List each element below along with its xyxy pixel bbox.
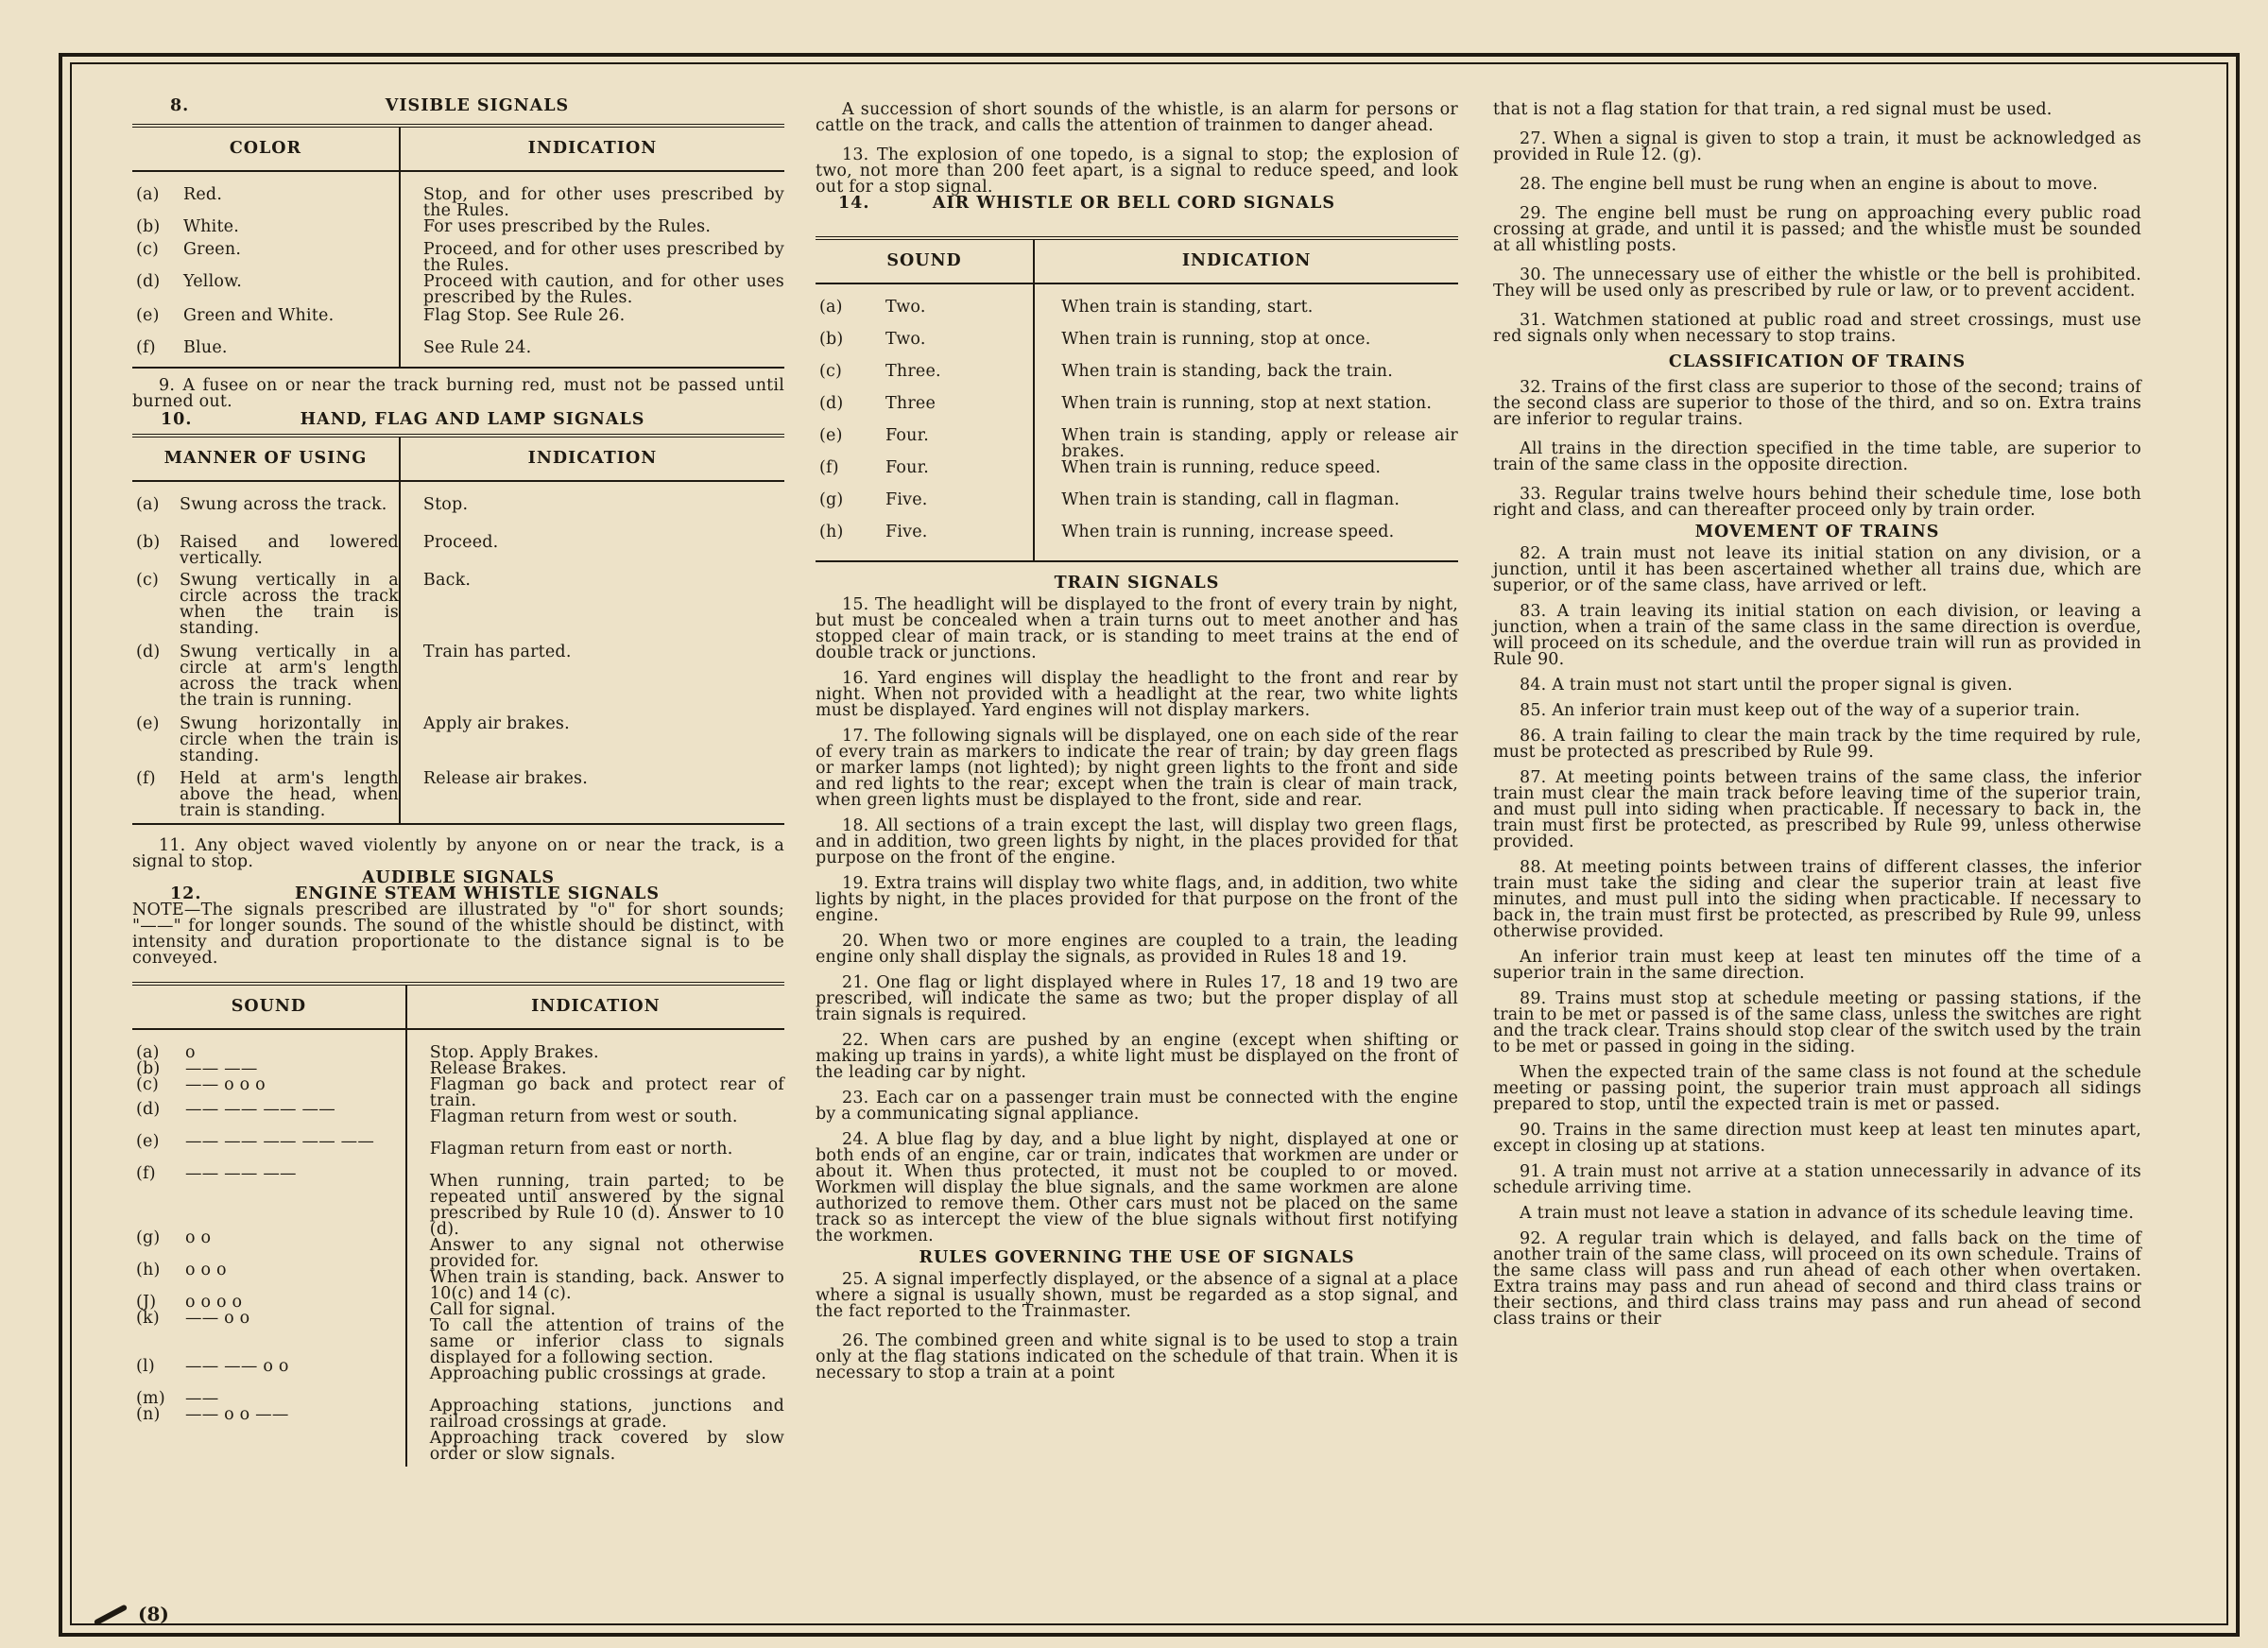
sound-list bbox=[132, 1030, 405, 1443]
table-row-left bbox=[819, 460, 1033, 492]
table-row-left bbox=[136, 497, 399, 535]
table-row-left bbox=[136, 771, 399, 819]
row-indication: Apply air brakes. bbox=[422, 714, 570, 733]
whistle-note: NOTE—The signals prescribed are illustrated by "o" for short sounds; "——" for longer sounds. The sound of the whistle should be distinct, with intensity and duration proportionate to the distance signal is to be conveyed. bbox=[132, 901, 784, 968]
row-key: (h) bbox=[819, 523, 844, 541]
rule-83: 83. A train leaving its initial station on each division, or leaving a junction, when a train of the same class in the same direction is overdue, will proceed on its schedule, and the overdue train will run as provided in Rule 90. bbox=[1493, 602, 2141, 669]
row-indication: Release air brakes. bbox=[422, 769, 588, 788]
row-value: —— o o bbox=[185, 1309, 250, 1328]
row-indication: When train is running, increase speed. bbox=[1061, 523, 1395, 541]
rule-number: 8. bbox=[170, 96, 190, 115]
rule-26: 26. The combined green and white signal is to be used to stop a train only at the flag stations indicated on the schedule of that train. When it is necessary to stop a train at a point bbox=[816, 1331, 1458, 1382]
row-key: (b) bbox=[819, 330, 844, 349]
rule-91-b: A train must not leave a station in advance of its schedule leaving time. bbox=[1520, 1204, 2135, 1223]
row-key: (a) bbox=[136, 1043, 160, 1062]
table-row-left bbox=[819, 492, 1033, 524]
row-value: o o o bbox=[185, 1261, 227, 1279]
row-key: (c) bbox=[136, 571, 160, 590]
column-header-sound: SOUND bbox=[816, 238, 1034, 283]
indication-list bbox=[401, 482, 784, 813]
row-key: (e) bbox=[136, 714, 160, 733]
row-indication: When train is standing, call in flagman. bbox=[1061, 490, 1400, 509]
row-indication: Flagman return from west or south. bbox=[429, 1107, 738, 1126]
column-header-indication: INDICATION bbox=[406, 984, 784, 1029]
rule-16: 16. Yard engines will display the headlight to the front and rear by night. When not provided with a headlight at the rear, two white lights must be displayed. Yard engines will not display markers. bbox=[816, 669, 1458, 720]
column-header-manner: MANNER OF USING bbox=[132, 436, 400, 481]
row-value: Four. bbox=[885, 426, 929, 445]
rule-27: 27. When a signal is given to stop a train, it must be acknowledged as provided in Rule 12. (g). bbox=[1493, 129, 2141, 164]
table-row-left bbox=[136, 1134, 405, 1166]
rule-9: 9. A fusee on or near the track burning red, must not be passed until burned out. bbox=[132, 376, 784, 411]
row-key: (n) bbox=[136, 1405, 161, 1424]
rule-13: 13. The explosion of one topedo, is a signal to stop; the explosion of two, not more than 200 feet apart, is a signal to reduce speed, and look out for a stop signal. bbox=[816, 146, 1458, 197]
row-value: Green and White. bbox=[183, 306, 335, 325]
table-row-left bbox=[819, 364, 1033, 396]
table-row-left bbox=[136, 1230, 405, 1262]
row-value: o o bbox=[185, 1228, 212, 1247]
row-value: Three bbox=[885, 394, 936, 413]
table-row-left bbox=[136, 1295, 405, 1311]
row-indication: Stop. bbox=[422, 495, 469, 514]
rule-22: 22. When cars are pushed by an engine (except when shifting or making up trains in yards), a white light must be displayed on the front of the leading car by night. bbox=[816, 1031, 1458, 1082]
rule-88: 88. At meeting points between trains of different classes, the inferior train must take the siding and clear the superior train at least five minutes, and must pull into the siding when practicable. If necessary to back in, the train must first be protected, as prescribed by Rule 99, unless otherwise provided. bbox=[1493, 858, 2141, 941]
rule-89-b: When the expected train of the same class is not found at the schedule meeting or passing point, the superior train must approach all sidings prepared to stop, until the expected train is met or passed. bbox=[1493, 1063, 2141, 1114]
row-key: (f) bbox=[136, 1164, 156, 1183]
column-header-color: COLOR bbox=[132, 126, 400, 171]
table-row-left bbox=[136, 1166, 405, 1230]
column-header-indication: INDICATION bbox=[400, 436, 784, 481]
alarm-paragraph: A succession of short sounds of the whistle, is an alarm for persons or cattle on the track, and calls the attention of trainmen to danger ahead. bbox=[816, 100, 1458, 135]
table-row-left bbox=[136, 716, 399, 771]
row-value: Two. bbox=[885, 330, 926, 349]
row-key: (e) bbox=[819, 426, 843, 445]
row-key: (f) bbox=[136, 338, 156, 357]
hand-signals-heading bbox=[132, 412, 784, 428]
row-key: (e) bbox=[136, 1132, 160, 1151]
rule-86: 86. A train failing to clear the main track by the time required by rule, must be protected as prescribed by Rule 99. bbox=[1493, 727, 2141, 762]
row-value: Blue. bbox=[183, 338, 228, 357]
rule-25: 25. A signal imperfectly displayed, or the absence of a signal at a place where a signal is usually shown, must be regarded as a stop signal, and the fact reported to the Trainmaster. bbox=[816, 1270, 1458, 1321]
row-value: Two. bbox=[885, 298, 926, 317]
row-key: (a) bbox=[136, 185, 160, 204]
row-key: (g) bbox=[136, 1228, 161, 1247]
rule-32-b: All trains in the direction specified in the time table, are superior to train of the same class in the opposite direction. bbox=[1493, 439, 2141, 474]
table-row-left bbox=[819, 524, 1033, 557]
table-row-left bbox=[819, 396, 1033, 428]
table-row-left bbox=[136, 219, 399, 242]
rule-24: 24. A blue flag by day, and a blue light by night, displayed at one or both ends of an engine, car or train, indicates that workmen are under or about it. When thus protected, it must not be coupled to or moved. Workmen will display the blue signals, and the same workmen are alone authorized to remove them. Other cars must not be placed on the same track so as intercept the view of the blue signals without first notifying the workmen. bbox=[816, 1130, 1458, 1245]
row-value: —— —— bbox=[185, 1059, 258, 1078]
table-row-left bbox=[819, 300, 1033, 332]
table-row-left bbox=[136, 1045, 405, 1061]
rule-number: 10. bbox=[161, 410, 193, 429]
row-indication: Approaching stations, junctions and railroad crossings at grade. bbox=[429, 1397, 784, 1432]
rule-91: 91. A train must not arrive at a station unnecessarily in advance of its schedule arriving time. bbox=[1493, 1162, 2141, 1197]
row-indication: When train is standing, apply or release air brakes. bbox=[1061, 426, 1458, 461]
row-value: —— o o —— bbox=[185, 1405, 289, 1424]
color-list bbox=[132, 172, 399, 367]
rule-15: 15. The headlight will be displayed to the front of every train by night, but must be concealed when a train turns out to meet another and has stopped clear of main track, or is standing to meet trains at the end of double track or junctions. bbox=[816, 595, 1458, 662]
rule-18: 18. All sections of a train except the last, will display two green flags, and in addition, two green lights by night, in the places provided for that purpose on the front of the engine. bbox=[816, 816, 1458, 867]
row-key: (d) bbox=[819, 394, 844, 413]
indication-list bbox=[1035, 284, 1458, 560]
row-key: (J) bbox=[136, 1293, 157, 1312]
row-value: Swung horizontally in circle when the train is standing. bbox=[180, 714, 399, 765]
row-indication: When train is running, reduce speed. bbox=[1061, 458, 1382, 477]
row-key: (d) bbox=[136, 643, 161, 661]
rule-30: 30. The unnecessary use of either the whistle or the bell is prohibited. They will be used only as prescribed by rule or law, or to prevent accident. bbox=[1493, 266, 2141, 300]
rule-84: 84. A train must not start until the proper signal is given. bbox=[1520, 676, 2013, 695]
row-value: o o o o bbox=[185, 1293, 243, 1312]
table-row-left bbox=[136, 274, 399, 308]
table-row-left bbox=[136, 644, 399, 716]
rule-31: 31. Watchmen stationed at public road and street crossings, must use red signals only when necessary to stop trains. bbox=[1493, 311, 2141, 346]
table-row-left bbox=[819, 428, 1033, 460]
row-key: (l) bbox=[136, 1357, 155, 1376]
rule-26-continued: that is not a flag station for that train, a red signal must be used. bbox=[1493, 100, 2053, 119]
table-row-left bbox=[136, 1077, 405, 1102]
air-whistle-heading bbox=[816, 196, 1458, 212]
row-value: —— —— —— —— —— bbox=[185, 1132, 375, 1151]
row-value: Raised and lowered vertically. bbox=[180, 533, 399, 568]
row-key: (c) bbox=[136, 1075, 160, 1094]
row-indication: To call the attention of trains of the same or inferior class to signals displayed for a following section. bbox=[429, 1316, 784, 1367]
row-value: Swung vertically in a circle at arm's length across the track when the train is running. bbox=[180, 643, 399, 710]
table-row-left bbox=[136, 1102, 405, 1134]
row-indication: When train is standing, start. bbox=[1061, 298, 1314, 317]
row-key: (m) bbox=[136, 1389, 165, 1408]
row-indication: Answer to any signal not otherwise provided for. bbox=[429, 1236, 784, 1271]
table-row-left bbox=[136, 1262, 405, 1295]
rule-33: 33. Regular trains twelve hours behind their schedule time, lose both right and class, and can thereafter proceed only by train order. bbox=[1493, 485, 2141, 520]
row-value: —— bbox=[185, 1389, 219, 1408]
row-key: (a) bbox=[136, 495, 160, 514]
rule-number: 14. bbox=[838, 194, 870, 213]
section-title: VISIBLE SIGNALS bbox=[385, 96, 570, 115]
column-3 bbox=[1493, 43, 2141, 1591]
whistle-signals-table bbox=[132, 982, 784, 1467]
row-value: Three. bbox=[885, 362, 941, 381]
table-row-left bbox=[136, 1061, 405, 1077]
row-key: (b) bbox=[136, 217, 161, 236]
table-row-left bbox=[136, 242, 399, 274]
row-value: Four. bbox=[885, 458, 929, 477]
row-indication: Call for signal. bbox=[429, 1300, 557, 1319]
row-value: Swung vertically in a circle across the track when the train is standing. bbox=[180, 571, 399, 638]
rule-19: 19. Extra trains will display two white flags, and, in addition, two white lights by night, in the places provided for that purpose on the front of the engine. bbox=[816, 874, 1458, 925]
row-value: Five. bbox=[885, 490, 928, 509]
row-key: (d) bbox=[136, 1100, 161, 1119]
row-indication: Flagman return from east or north. bbox=[429, 1140, 733, 1159]
table-row-left bbox=[136, 1407, 405, 1439]
row-key: (d) bbox=[136, 272, 161, 291]
row-value: —— —— o o bbox=[185, 1357, 289, 1376]
rule-21: 21. One flag or light displayed where in Rules 17, 18 and 19 two are prescribed, will indicate the same as two; but the proper display of all train signals is required. bbox=[816, 973, 1458, 1024]
movement-heading: MOVEMENT OF TRAINS bbox=[1694, 523, 1940, 541]
row-value: White. bbox=[183, 217, 240, 236]
row-key: (b) bbox=[136, 533, 161, 552]
rule-90: 90. Trains in the same direction must keep at least ten minutes apart, except in closing up at stations. bbox=[1493, 1121, 2141, 1156]
row-indication: Release Brakes. bbox=[429, 1059, 567, 1078]
rule-92: 92. A regular train which is delayed, and falls back on the time of another train of the same class, will proceed on its own schedule. Trains of the same class will pass and run ahead of each other when overtaken. Extra trains may pass and run ahead of second and third class trains or their sections, and third class trains may pass and run ahead of second class trains or their bbox=[1493, 1229, 2141, 1329]
row-value: Green. bbox=[183, 240, 242, 259]
column-header-indication: INDICATION bbox=[400, 126, 784, 171]
rule-17: 17. The following signals will be displayed, one on each side of the rear of every train as markers to indicate the rear of train; by day green flags or marker lamps (not lighted); by night green lights to the front and side and red lights to the rear; except when the train is clear of main track, when green lights must be displayed to the front, side and rear. bbox=[816, 727, 1458, 810]
row-key: (c) bbox=[136, 240, 160, 259]
row-indication: Back. bbox=[422, 571, 472, 590]
hand-signals-table bbox=[132, 434, 784, 825]
page-number: (8) bbox=[138, 1603, 169, 1625]
row-value: Swung across the track. bbox=[180, 495, 387, 514]
rule-85: 85. An inferior train must keep out of the way of a superior train. bbox=[1520, 701, 2081, 720]
row-value: —— —— —— —— bbox=[185, 1100, 335, 1119]
manner-list bbox=[132, 482, 399, 823]
row-key: (g) bbox=[819, 490, 844, 509]
rule-89: 89. Trains must stop at schedule meeting or passing stations, if the train to be met or passed is of the same class, unless the switches are right and the track clear. Trains should stop clear of the switch used by the train to be met or passed in going in the siding. bbox=[1493, 989, 2141, 1056]
row-value: Held at arm's length above the head, when train is standing. bbox=[180, 769, 399, 820]
section-title: HAND, FLAG AND LAMP SIGNALS bbox=[300, 410, 645, 429]
row-indication: Approaching public crossings at grade. bbox=[429, 1365, 767, 1383]
rule-28: 28. The engine bell must be rung when an engine is about to move. bbox=[1520, 175, 2098, 194]
classification-heading: CLASSIFICATION OF TRAINS bbox=[1668, 352, 1967, 371]
rule-82: 82. A train must not leave its initial station on any division, or a junction, until it has been ascertained whether all trains due, which are superior, or of the same class, have arrived or left. bbox=[1493, 544, 2141, 595]
row-value: Five. bbox=[885, 523, 928, 541]
rule-32: 32. Trains of the first class are superior to those of the second; trains of the second class are superior to those of the third, and so on. Extra trains are inferior to regular trains. bbox=[1493, 378, 2141, 429]
table-row-left bbox=[136, 1311, 405, 1359]
rule-20: 20. When two or more engines are coupled to a train, the leading engine only shall display the signals, as provided in Rules 18 and 19. bbox=[816, 932, 1458, 967]
row-indication: Stop, and for other uses prescribed by the Rules. bbox=[422, 185, 784, 220]
row-indication: Train has parted. bbox=[422, 643, 572, 661]
row-key: (f) bbox=[136, 769, 156, 788]
sound-list bbox=[816, 284, 1033, 560]
row-key: (k) bbox=[136, 1309, 160, 1328]
row-key: (e) bbox=[136, 306, 160, 325]
visible-signals-table bbox=[132, 124, 784, 369]
row-indication: When train is standing, back. Answer to 10(c) and 14 (c). bbox=[429, 1268, 784, 1303]
rule-88-b: An inferior train must keep at least ten minutes off the time of a superior train in the same direction. bbox=[1493, 948, 2141, 983]
row-value: Yellow. bbox=[183, 272, 242, 291]
row-key: (a) bbox=[819, 298, 843, 317]
indication-list bbox=[401, 172, 784, 367]
rule-11: 11. Any object waved violently by anyone on or near the track, is a signal to stop. bbox=[132, 836, 784, 871]
row-value: —— o o o bbox=[185, 1075, 266, 1094]
rule-number: 12. bbox=[170, 884, 202, 903]
audible-signals-heading: AUDIBLE SIGNALS bbox=[361, 868, 555, 887]
row-indication: When train is running, stop at once. bbox=[1061, 330, 1371, 349]
train-signals-heading: TRAIN SIGNALS bbox=[1054, 574, 1220, 592]
row-indication: When train is running, stop at next station. bbox=[1061, 394, 1433, 413]
row-indication: For uses prescribed by the Rules. bbox=[422, 217, 712, 236]
row-indication: Proceed, and for other uses prescribed by the Rules. bbox=[422, 240, 784, 275]
table-row-left bbox=[136, 1359, 405, 1391]
table-row-left bbox=[819, 332, 1033, 364]
row-value: —— —— —— bbox=[185, 1164, 297, 1183]
row-indication: When train is standing, back the train. bbox=[1061, 362, 1394, 381]
column-header-sound: SOUND bbox=[132, 984, 406, 1029]
air-signals-table bbox=[816, 236, 1458, 562]
rule-23: 23. Each car on a passenger train must be connected with the engine by a communicating signal appliance. bbox=[816, 1089, 1458, 1124]
visible-signals-heading bbox=[132, 98, 784, 114]
row-indication: Flag Stop. See Rule 26. bbox=[422, 306, 626, 325]
rules-governing-heading: RULES GOVERNING THE USE OF SIGNALS bbox=[919, 1248, 1355, 1267]
indication-list bbox=[407, 1030, 784, 1467]
row-indication: Flagman go back and protect rear of train. bbox=[429, 1075, 784, 1110]
rule-87: 87. At meeting points between trains of the same class, the inferior train must clear the main track before leaving time of the superior train, and must pull into siding when practicable. If necessary to back in, the train must first be protected, as prescribed by Rule 99, unless otherwise provided. bbox=[1493, 768, 2141, 851]
row-key: (c) bbox=[819, 362, 843, 381]
table-row-left bbox=[136, 573, 399, 644]
table-row-left bbox=[136, 187, 399, 219]
column-2 bbox=[816, 43, 1458, 1591]
row-key: (h) bbox=[136, 1261, 161, 1279]
section-title: AIR WHISTLE OR BELL CORD SIGNALS bbox=[932, 194, 1336, 213]
row-key: (b) bbox=[136, 1059, 161, 1078]
section-title: ENGINE STEAM WHISTLE SIGNALS bbox=[295, 884, 660, 903]
row-indication: Approaching track covered by slow order or slow signals. bbox=[429, 1429, 784, 1464]
table-row-left bbox=[136, 535, 399, 573]
table-row-left bbox=[136, 340, 399, 363]
row-indication: When running, train parted; to be repeated until answered by the signal prescribed by Rule 10 (d). Answer to 10 (d). bbox=[429, 1172, 784, 1239]
row-key: (f) bbox=[819, 458, 839, 477]
row-indication: Proceed. bbox=[422, 533, 499, 552]
column-header-indication: INDICATION bbox=[1034, 238, 1458, 283]
row-indication: Proceed with caution, and for other uses prescribed by the Rules. bbox=[422, 272, 784, 307]
row-value: Red. bbox=[183, 185, 223, 204]
column-1 bbox=[132, 43, 784, 1591]
table-row-left bbox=[136, 308, 399, 340]
row-indication: Stop. Apply Brakes. bbox=[429, 1043, 599, 1062]
row-value: o bbox=[185, 1043, 196, 1062]
row-indication: See Rule 24. bbox=[422, 338, 532, 357]
rule-29: 29. The engine bell must be rung on approaching every public road crossing at grade, and until it is passed; and the whistle must be sounded at all whistling posts. bbox=[1493, 204, 2141, 255]
